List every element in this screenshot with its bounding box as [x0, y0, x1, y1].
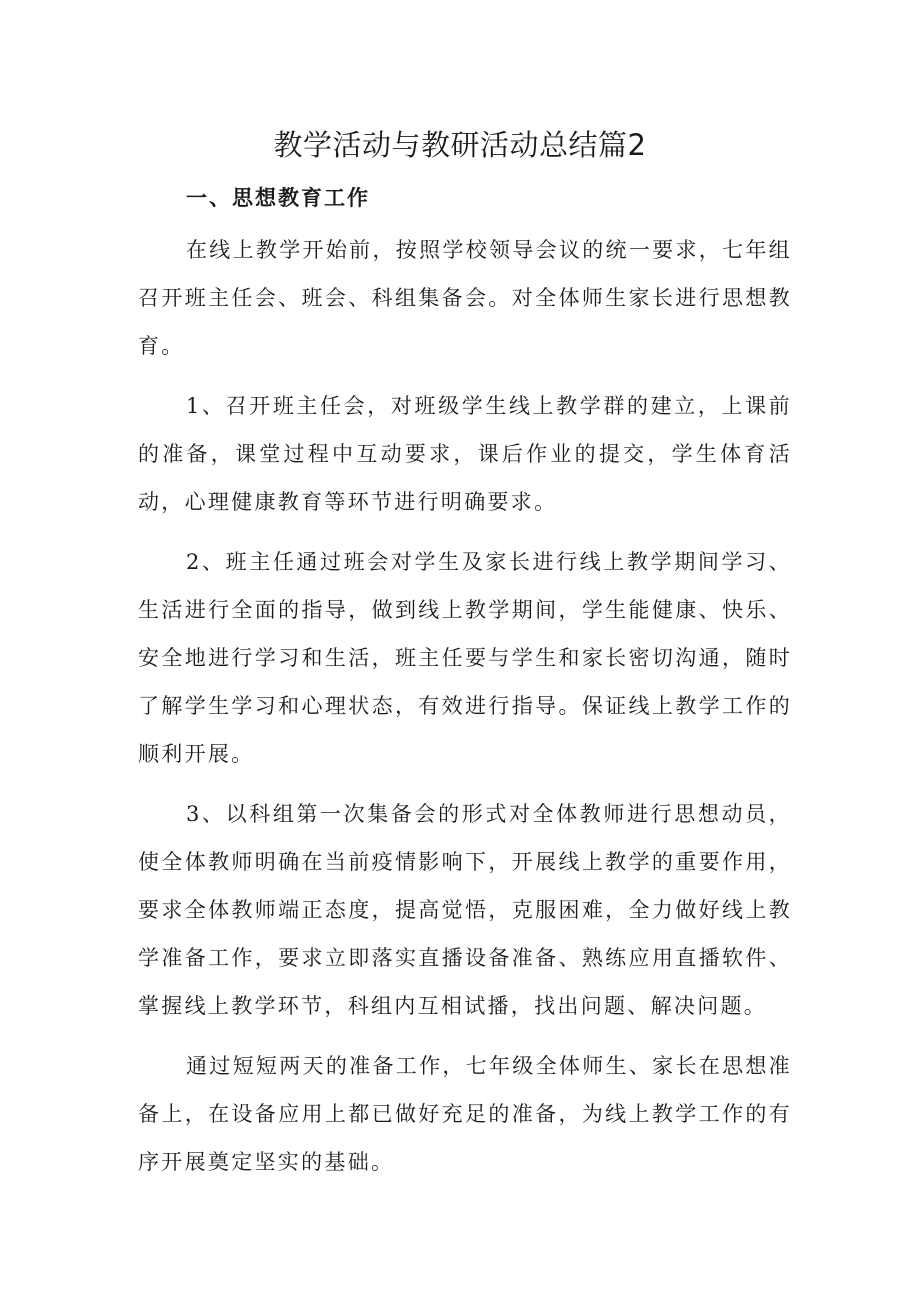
section-heading: 一、思想教育工作: [186, 185, 370, 210]
paragraph-summary: 通过短短两天的准备工作，七年级全体师生、家长在思想准备上，在设备应用上都已做好充足的准备，为线上教学工作的有序开展奠定坚实的基础。: [138, 1054, 792, 1174]
paragraph-item-2: 2、班主任通过班会对学生及家长进行线上教学期间学习、生活进行全面的指导，做到线上教学期间，学生能健康、快乐、安全地进行学习和生活，班主任要与学生和家长密切沟通，随时了解学生学习和心理状态，有效进行指导。保证线上教学工作的顺利开展。: [138, 550, 792, 766]
document-body: [138, 226, 792, 1198]
paragraph-intro: 在线上教学开始前，按照学校领导会议的统一要求，七年组召开班主任会、班会、科组集备会。对全体师生家长进行思想教育。: [138, 238, 792, 358]
paragraph-item-3: 3、以科组第一次集备会的形式对全体教师进行思想动员，使全体教师明确在当前疫情影响下，开展线上教学的重要作用，要求全体教师端正态度，提高觉悟，克服困难，全力做好线上教学准备工作，要求立即落实直播设备准备、熟练应用直播软件、掌握线上教学环节，科组内互相试播，找出问题、解决问题。: [138, 802, 792, 1018]
document-title: 教学活动与教研活动总结篇2: [273, 128, 647, 162]
paragraph-item-1: 1、召开班主任会，对班级学生线上教学群的建立，上课前的准备，课堂过程中互动要求，课后作业的提交，学生体育活动，心理健康教育等环节进行明确要求。: [138, 394, 792, 514]
